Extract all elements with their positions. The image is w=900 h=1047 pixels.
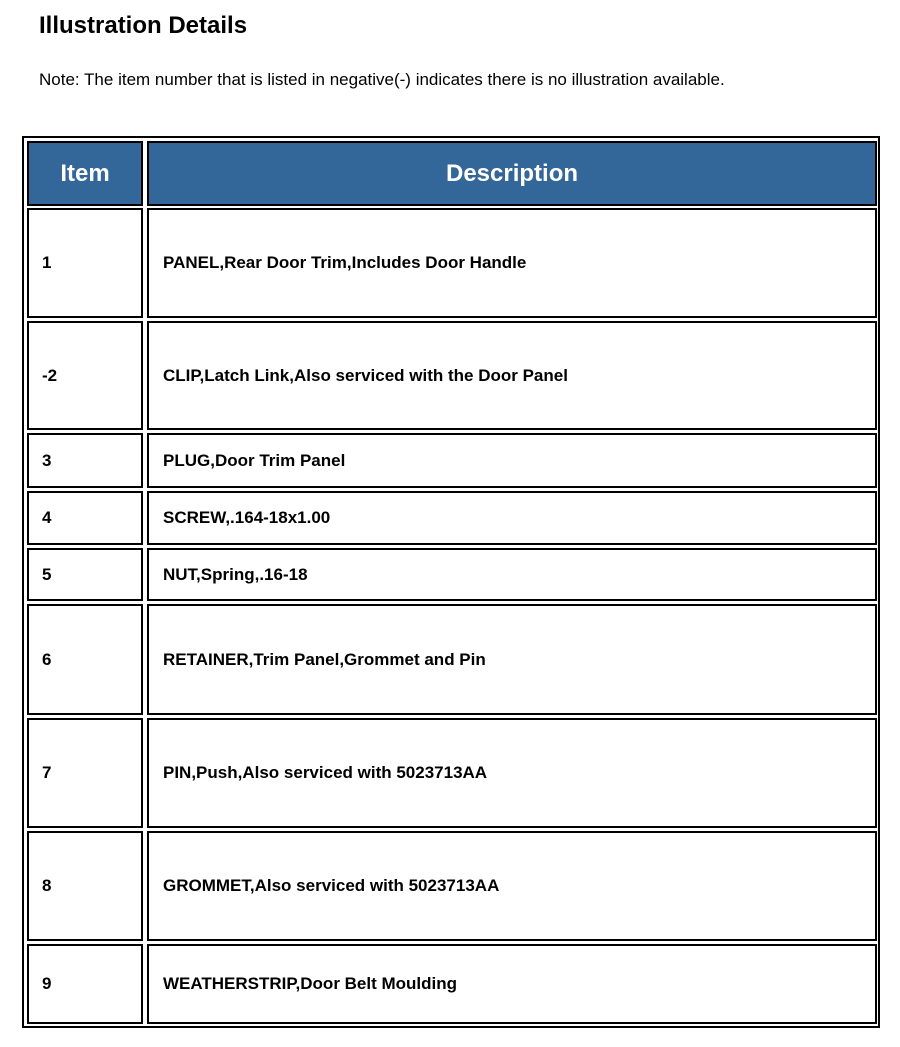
item-number-cell: 7 xyxy=(27,718,143,828)
item-number-cell: 1 xyxy=(27,208,143,318)
description-cell: SCREW,.164-18x1.00 xyxy=(147,491,877,545)
item-number-cell: 3 xyxy=(27,433,143,488)
item-number-cell: 4 xyxy=(27,491,143,545)
description-cell: PLUG,Door Trim Panel xyxy=(147,433,877,488)
description-column-header: Description xyxy=(147,141,877,206)
item-column-header: Item xyxy=(27,141,143,206)
item-number-cell: 6 xyxy=(27,604,143,715)
page-title: Illustration Details xyxy=(39,12,248,39)
parts-table xyxy=(22,136,880,1028)
description-cell: PANEL,Rear Door Trim,Includes Door Handle xyxy=(147,208,877,318)
description-cell: RETAINER,Trim Panel,Grommet and Pin xyxy=(147,604,877,715)
illustration-note: Note: The item number that is listed in negative(-) indicates there is no illustration available. xyxy=(39,70,725,89)
item-number-cell: 9 xyxy=(27,944,143,1024)
item-number-cell: 5 xyxy=(27,548,143,601)
description-cell: CLIP,Latch Link,Also serviced with the Door Panel xyxy=(147,321,877,430)
description-cell: NUT,Spring,.16-18 xyxy=(147,548,877,601)
description-cell: WEATHERSTRIP,Door Belt Moulding xyxy=(147,944,877,1024)
item-number-cell: 8 xyxy=(27,831,143,941)
description-cell: PIN,Push,Also serviced with 5023713AA xyxy=(147,718,877,828)
item-number-cell: -2 xyxy=(27,321,143,430)
description-cell: GROMMET,Also serviced with 5023713AA xyxy=(147,831,877,941)
